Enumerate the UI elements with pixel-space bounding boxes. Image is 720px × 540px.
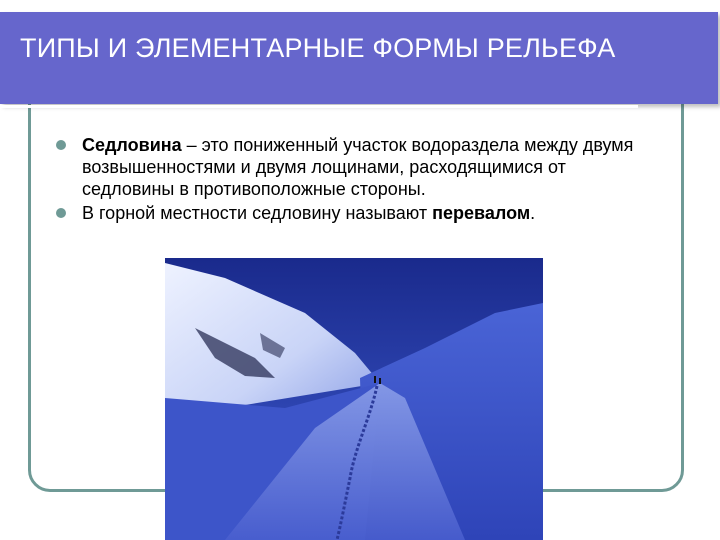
pass-text-after: .	[530, 203, 536, 223]
slide-title: ТИПЫ И ЭЛЕМЕНТАРНЫЕ ФОРМЫ РЕЛЬЕФА	[20, 33, 616, 63]
term-saddle: Седловина	[82, 135, 182, 155]
bullet-dot-icon	[56, 208, 66, 218]
mountain-photo-icon	[165, 258, 543, 540]
bullet-dot-icon	[56, 140, 66, 150]
pass-text-before: В горной местности седловину называют	[82, 203, 433, 223]
bullet-item-saddle-definition	[52, 134, 652, 200]
title-underline	[0, 105, 638, 108]
title-bar	[0, 12, 718, 104]
term-pass: перевалом	[432, 203, 531, 223]
snowy-mountain-pass-photo	[165, 258, 543, 540]
bullet-list	[52, 134, 652, 226]
saddle-definition-text: – это пониженный участок водораздела между двумя возвышенностями и двумя лощинами, расходящимися от седловины в противоположные стороны.	[82, 135, 634, 199]
bullet-item-mountain-pass	[52, 202, 652, 224]
